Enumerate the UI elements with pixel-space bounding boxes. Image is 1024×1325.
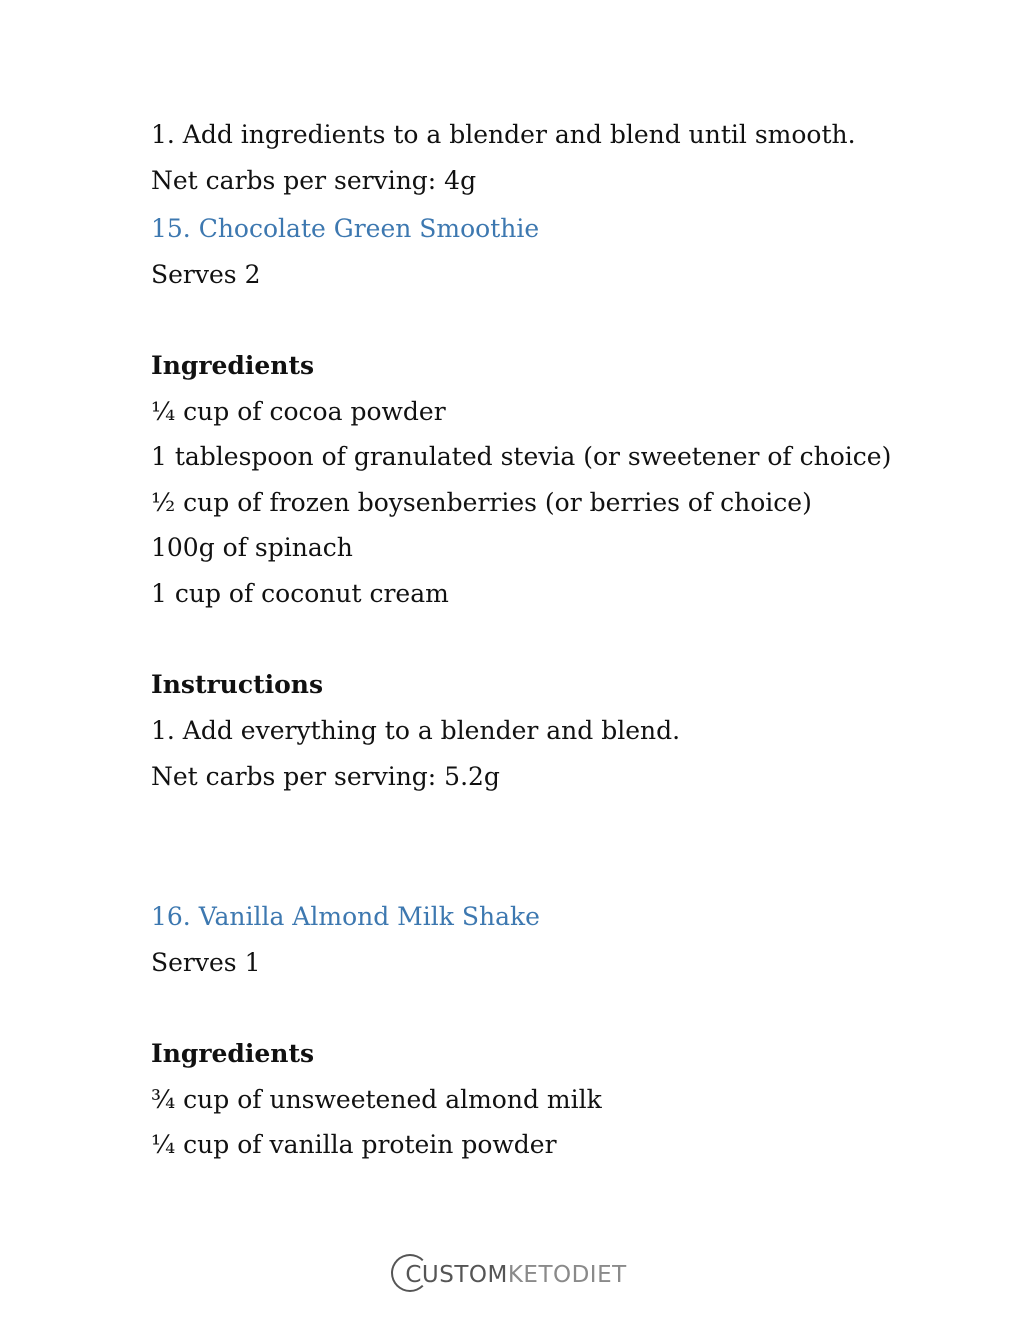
recipe15-ingredient: 1 tablespoon of granulated stevia (or sweetener of choice) — [151, 442, 892, 471]
recipe16-serves: Serves 1 — [151, 948, 261, 977]
recipe16-ingredients-heading: Ingredients — [151, 1039, 315, 1068]
recipe15-instructions-heading: Instructions — [151, 670, 324, 699]
footer — [0, 1252, 1024, 1298]
recipe15-serves: Serves 2 — [151, 260, 261, 289]
recipe15-ingredient: ½ cup of frozen boysenberries (or berries of choice) — [151, 488, 812, 517]
recipe15-net-carbs: Net carbs per serving: 5.2g — [151, 762, 500, 791]
recipe16-title: 16. Vanilla Almond Milk Shake — [151, 902, 540, 931]
recipe15-ingredient: 100g of spinach — [151, 533, 353, 562]
recipe16-ingredient: ¼ cup of vanilla protein powder — [151, 1130, 557, 1159]
recipe15-title: 15. Chocolate Green Smoothie — [151, 214, 540, 243]
customketodiet-logo — [397, 1252, 626, 1298]
recipe14-instruction-step: 1. Add ingredients to a blender and blend until smooth. — [151, 120, 856, 149]
logo-text-ketodiet: KETODIET — [507, 1262, 627, 1288]
recipe15-ingredient: 1 cup of coconut cream — [151, 579, 449, 608]
recipe16-ingredient: ¾ cup of unsweetened almond milk — [151, 1085, 602, 1114]
recipe15-instruction-step: 1. Add everything to a blender and blend. — [151, 716, 681, 745]
recipe15-ingredient: ¼ cup of cocoa powder — [151, 397, 446, 426]
logo-text-custom: CUSTOM — [405, 1262, 508, 1288]
recipe15-ingredients-heading: Ingredients — [151, 351, 315, 380]
logo-text — [397, 1262, 626, 1288]
recipe14-net-carbs: Net carbs per serving: 4g — [151, 166, 477, 195]
